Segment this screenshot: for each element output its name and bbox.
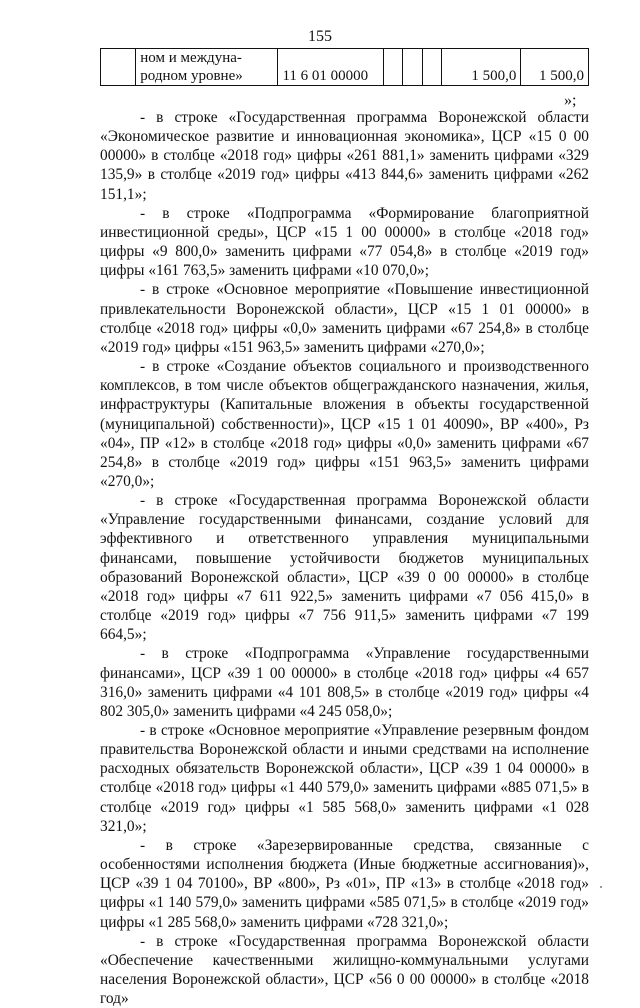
paragraph: - в строке «Создание объектов социального и производственного комплексов, в том числе объектов общегражданского назначения, жилья, инфраструктуры (Капитальные вложения в объекты государственной (муниципальной) собственности)», ЦСР «15 1 01 40090», ВР «400», Рз «04», ПР «12» в столбце «2018 год» цифры «0,0» заменить цифрами «67 254,8» в столбце «2019 год» цифры «151 963,5» заменить цифрами «270,0»;	[100, 358, 589, 490]
paragraph: - в строке «Зарезервированные средства, связанные с особенностями исполнения бюджета (Иные бюджетные ассигнования)», ЦСР «39 1 04 70100», ВР «800», Рз «01», ПР «13» в столбце «2018 год» цифры «1 140 579,0» заменить цифрами «585 071,5» в столбце «2019 год» цифры «1 285 568,0» заменить цифрами «728 321,0»;	[100, 836, 589, 931]
table-cell-empty	[101, 49, 136, 86]
paragraph: - в строке «Государственная программа Воронежской области «Обеспечение качественными жилищно-коммунальными услугами населения Воронежской области», ЦСР «56 0 00 00000» в столбце «2018 год»	[100, 932, 589, 1008]
table-cell-rz	[403, 49, 422, 86]
page-number: 155	[308, 28, 332, 45]
budget-table-fragment	[100, 48, 589, 86]
paragraph: - в строке «Основное мероприятие «Повышение инвестиционной привлекательности Воронежской области», ЦСР «15 1 01 00000» в столбце «2018 год» цифры «0,0» заменить цифрами «67 254,8» в столбце «2019 год» цифры «151 963,5» заменить цифрами «270,0»;	[100, 281, 589, 356]
table-closing-quote: »;	[564, 92, 577, 109]
table-row	[101, 49, 589, 86]
table-cell-2018: 1 500,0	[441, 49, 521, 86]
paragraph: - в строке «Основное мероприятие «Управление резервным фондом правительства Воронежской области и иными средствами на исполнение расходных обязательств Воронежской области», ЦСР «39 1 04 00000» в столбце «2018 год» цифры «1 440 579,0» заменить цифрами «885 071,5» в столбце «2019 год» цифры «1 585 568,0» заменить цифрами «1 028 321,0»;	[100, 722, 589, 835]
paragraph: - в строке «Подпрограмма «Формирование благоприятной инвестиционной среды», ЦСР «15 1 00 00000» в столбце «2018 год» цифры «9 800,0» заменить цифрами «77 054,8» в столбце «2019 год» цифры «161 763,5» заменить цифрами «10 070,0»;	[100, 204, 589, 280]
table-cell-vr	[384, 49, 403, 86]
table-cell-name: ном и междуна-родном уровне»	[136, 49, 278, 86]
table-cell-pr	[422, 49, 441, 86]
table-cell-2019: 1 500,0	[521, 49, 589, 86]
scan-speck	[600, 886, 602, 888]
paragraph: - в строке «Подпрограмма «Управление государственными финансами», ЦСР «39 1 00 00000» в столбце «2018 год» цифры «4 657 316,0» заменить цифрами «4 101 808,5» в столбце «2019 год» цифры «4 802 305,0» заменить цифрами «4 245 058,0»;	[100, 645, 589, 720]
paragraph: - в строке «Государственная программа Воронежской области «Экономическое развитие и инновационная экономика», ЦСР «15 0 00 00000» в столбце «2018 год» цифры «261 881,1» заменить цифрами «329 135,9» в столбце «2019 год» цифры «413 844,6» заменить цифрами «262 151,1»;	[100, 109, 589, 203]
table-cell-csr: 11 6 01 00000	[278, 49, 384, 86]
paragraph: - в строке «Государственная программа Воронежской области «Управление государственными финансами, создание условий для эффективного и ответственного управления муниципальными финансами, повышение устойчивости бюджетов муниципальных образований Воронежской области», ЦСР «39 0 00 00000» в столбце «2018 год» цифры «7 611 922,5» заменить цифрами «7 056 415,0» в столбце «2019 год» цифры «7 756 911,5» заменить цифрами «7 199 664,5»;	[100, 492, 589, 644]
document-body	[100, 108, 589, 1008]
